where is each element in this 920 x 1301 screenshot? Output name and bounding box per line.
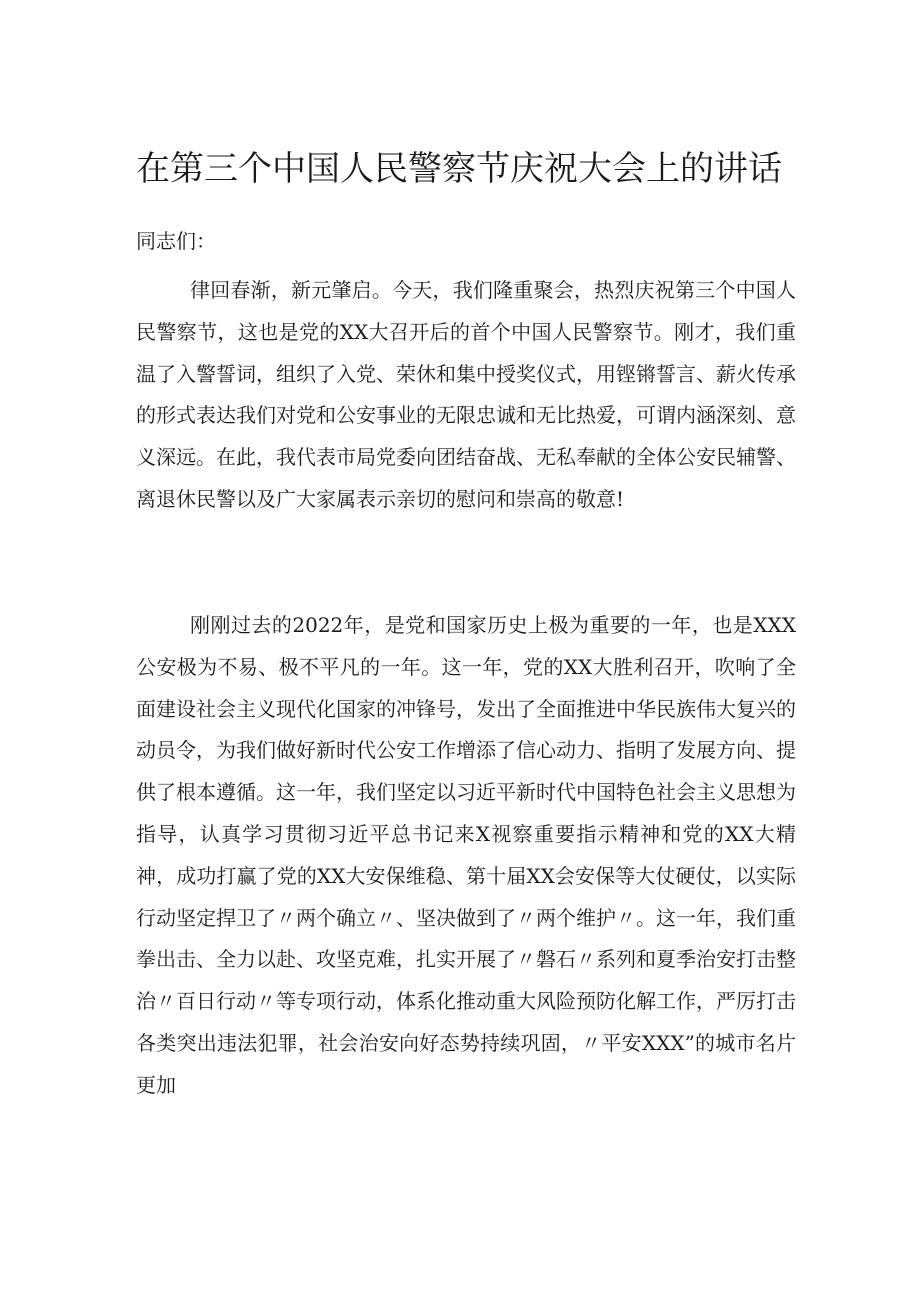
paragraph-2: 刚刚过去的2022年，是党和国家历史上极为重要的一年，也是XXX公安极为不易、极不平凡的一年。这一年，党的XX大胜利召开，吹响了全面建设社会主义现代化国家的冲锋号，发出了全面推进中华民族伟大复兴的动员令，为我们做好新时代公安工作增添了信心动力、指明了发展方向、提供了根本遵循。这一年，我们坚定以习近平新时代中国特色社会主义思想为指导，认真学习贯彻习近平总书记来X视察重要指示精神和党的XX大精神，成功打赢了党的XX大安保维稳、第十届XX会安保等大仗硬仗，以实际行动坚定捍卫了〃两个确立〃、坚决做到了〃两个维护〃。这一年，我们重拳出击、全力以赴、攻坚克难，扎实开展了〃磐石〃系列和夏季治安打击整治〃百日行动〃等专项行动，体系化推动重大风险预防化解工作，严厉打击各类突出违法犯罪，社会治安向好态势持续巩固，〃平安XXX”的城市名片更加 (136, 613, 796, 1097)
paragraph-1: 律回春渐，新元肇启。今天，我们隆重聚会，热烈庆祝第三个中国人民警察节，这也是党的XX大召开后的首个中国人民警察节。刚才，我们重温了入警誓词，组织了入党、荣休和集中授奖仪式，用铿锵誓言、薪火传承的形式表达我们对党和公安事业的无限忠诚和无比热爱，可谓内涵深刻、意义深远。在此，我代表市局党委向团结奋战、无私奉献的全体公安民辅警、离退休民警以及广大家属表示亲切的慰问和崇高的敬意! (136, 278, 796, 511)
salutation: 同志们： (136, 229, 216, 253)
document-title: 在第三个中国人民警察节庆祝大会上的讲话 (136, 149, 782, 189)
